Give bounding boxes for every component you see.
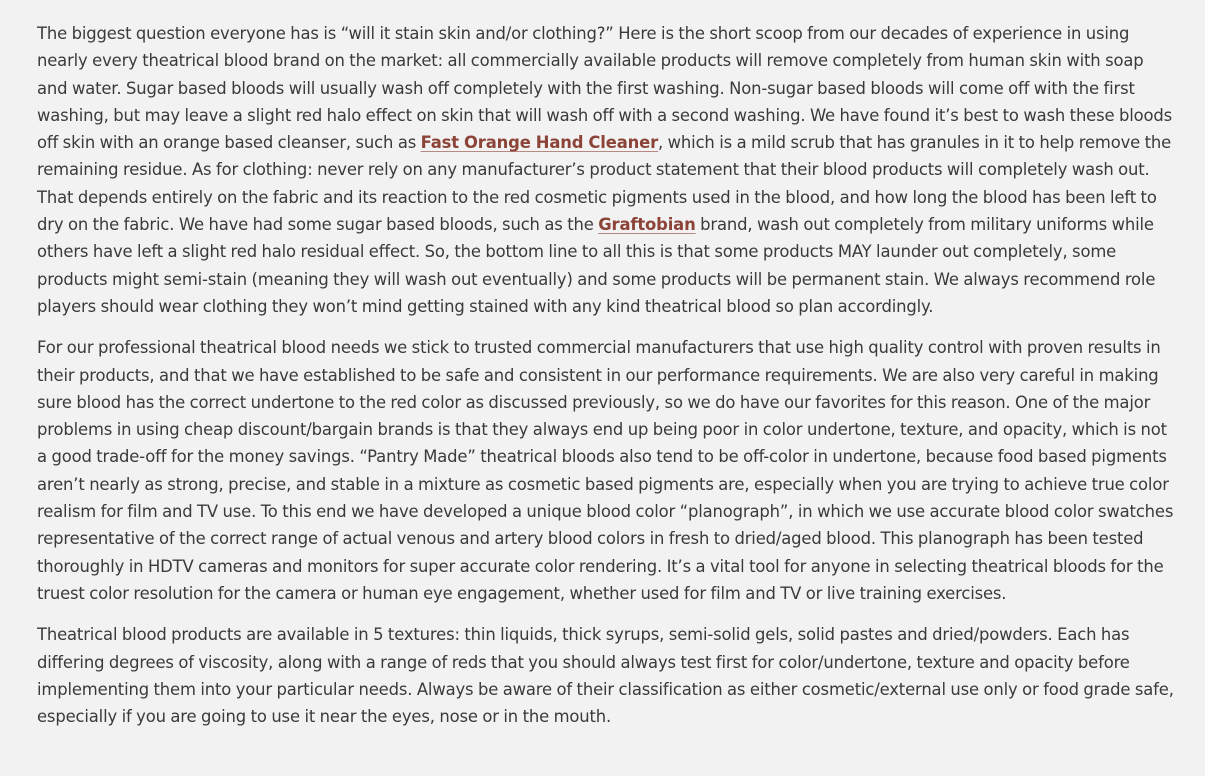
fast-orange-hand-cleaner-link[interactable]: Fast Orange Hand Cleaner [420,133,659,153]
paragraph-stain-info [37,20,1177,320]
paragraph-professional-needs: For our professional theatrical blood needs we stick to trusted commercial manufacturers that use high quality control with proven results in their products, and that we have established to be safe and consistent in our performance requirements. We are also very careful in making sure blood has the correct undertone to the red color as discussed previously, so we do have our favorites for this reason. One of the major problems in using cheap discount/bargain brands is that they always end up being poor in color undertone, texture, and opacity, which is not a good trade-off for the money savings. “Pantry Made” theatrical bloods also tend to be off-color in undertone, because food based pigments aren’t nearly as strong, precise, and stable in a mixture as cosmetic based pigments are, especially when you are trying to achieve true color realism for film and TV use. To this end we have developed a unique blood color “planograph”, in which we use accurate blood color swatches representative of the correct range of actual venous and artery blood colors in fresh to dried/aged blood. This planograph has been tested thoroughly in HDTV cameras and monitors for super accurate color rendering. It’s a vital tool for anyone in selecting theatrical bloods for the truest color resolution for the camera or human eye engagement, whether used for film and TV or live training exercises. [37,338,1174,603]
paragraph-text: , which is a mild scrub that has granules in it to help remove the remaining residue. As for clothing: never rely on any manufacturer’s product statement that their blood products will completely wash out. That depends entirely on the fabric and its reaction to the red cosmetic pigments used in the blood, and how long the blood has been left to dry on the fabric. We have had some sugar based bloods, such as the [37,133,1172,235]
paragraph-text: The biggest question everyone has is “will it stain skin and/or clothing?” Here is the short scoop from our decades of experience in using nearly every theatrical blood brand on the market: all commercially available products will remove completely from human skin with soap and water. Sugar based bloods will usually wash off completely with the first washing. Non-sugar based bloods will come off with the first washing, but may leave a slight red halo effect on skin that will wash off with a second washing. We have found it’s best to wash these bloods off skin with an orange based cleanser, such as [37,24,1173,153]
graftobian-link[interactable]: Graftobian [598,215,696,235]
paragraph-text: brand, wash out completely from military uniforms while others have left a slight red halo residual effect. So, the bottom line to all this is that some products MAY launder out completely, some products might semi-stain (meaning they will wash out eventually) and some products will be permanent stain. We always recommend role players should wear clothing they won’t mind getting stained with any kind theatrical blood so plan accordingly. [37,215,1156,316]
paragraph-textures: Theatrical blood products are available in 5 textures: thin liquids, thick syrups, semi-solid gels, solid pastes and dried/powders. Each has differing degrees of viscosity, along with a range of reds that you should always test first for color/undertone, texture and opacity before implementing them into your particular needs. Always be aware of their classification as either cosmetic/external use only or food grade safe, especially if you are going to use it near the eyes, nose or in the mouth. [37,625,1174,727]
article-body [37,20,1177,744]
